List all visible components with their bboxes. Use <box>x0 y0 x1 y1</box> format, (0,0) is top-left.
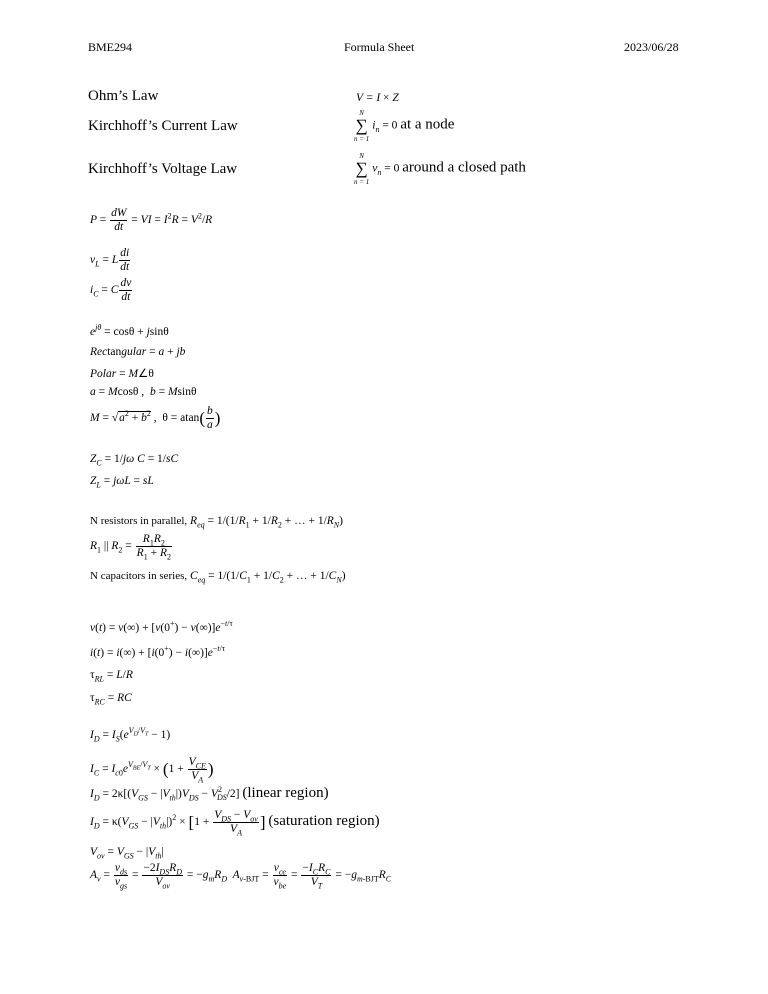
header-title: Formula Sheet <box>344 40 415 54</box>
formula-bjt-current: $I_C = I_{c0}e^{V_{BE}/V_T} \times (1$ + $\frac{V_{CE}}{V_A}$ ) <box>90 756 214 785</box>
formula-transient-current: $i(t) = i(\infty) + [i(0^+) - i(\infty)]e^{-t/\tau}$ <box>90 644 226 659</box>
formula-overdrive: $V_{ov} = V_{GS} - |V_{th}|$ <box>90 846 164 861</box>
law-ohm-formula: V = I × Z <box>356 92 399 104</box>
formula-diode-current: $I_D = I_S(e^{V_D/V_T} - 1)$ <box>90 726 171 744</box>
formula-inductor-voltage: $v_L = L$ $\frac{di}{dt}$ <box>90 247 130 273</box>
law-kcl-formula: N ∑ n = 1 $i_n = 0$ at a node <box>354 109 455 143</box>
law-kvl-note: around a closed path <box>402 159 526 176</box>
formula-resistors-parallel: N resistors in parallel, $R_{eq} = 1/(1/R_1 + 1/R_2$ + … + $1/R_N$) <box>90 515 343 530</box>
formula-mos-saturation: $I_D = \kappa(V_{GS} - |V_{th}|)^2 \times [1$ + $\frac{V_{DS} - V_{ov}}{V_A}$ ] (saturation region) <box>90 809 380 838</box>
formula-tau-rc: $\tau_{RC}$ = RC <box>90 692 132 707</box>
formula-polar: Polar = M∠θ <box>90 368 154 380</box>
law-kcl-label: Kirchhoff’s Current Law <box>88 118 238 134</box>
law-kvl-formula: N ∑ n = 1 $v_n = 0$ around a closed path <box>354 152 526 186</box>
formula-transient-voltage: $v(t) = v(\infty) + [v(0^+) - v(\infty)]e^{-t/\tau}$ <box>90 619 233 634</box>
formula-two-resistors-parallel: $R_1$ || $R_2$ = $\frac{R_1R_2}{R_1 + R_2}$ <box>90 533 171 562</box>
formula-capacitor-current: $i_C = C$ $\frac{dv}{dt}$ <box>90 277 132 303</box>
formula-mos-linear: $I_D = 2\kappa[(V_{GS} - |V_{th}|)V_{DS} - V^2_{DS}/2]$ (linear region) <box>90 785 329 803</box>
formula-components: a = Mcosθ , b = Msinθ <box>90 386 197 398</box>
formula-capacitors-series: N capacitors in series, $C_{eq} = 1/(1/C_1 + 1/C_2$ + … + $1/C_N$) <box>90 570 346 585</box>
formula-rectangular: Rectangular = a + jb <box>90 346 186 358</box>
mos-saturation-note: (saturation region) <box>268 813 380 830</box>
header-course: BME294 <box>88 40 133 54</box>
formula-voltage-gain: $A_v$ = $\frac{v_{ds}}{v_{gs}}$ = $\frac{-2I_{DS}R_D}{V_{ov}}$ = $-g_mR_D$ $A_{v-BJT}$ = $\frac{v_{ce}}{v_{be}}$ = $\frac{-I_CR_C}{V_T}$ = $-g_{m-BJT}R_C$ <box>90 862 392 891</box>
law-kvl-label: Kirchhoff’s Voltage Law <box>88 161 238 177</box>
mos-linear-note: (linear region) <box>242 785 329 801</box>
formula-power: P = $\frac{dW}{dt}$ = VI = $I^2R = V^2/R$ <box>90 207 213 233</box>
law-ohm-label: Ohm’s Law <box>88 88 159 104</box>
formula-magnitude-angle: $M = √a^2 + b^2$ , θ = atan( $\frac{b}{a}$ ) <box>90 405 221 431</box>
formula-tau-rl: $\tau_{RL} = L/R$ <box>90 669 133 684</box>
header-date: 2023/06/28 <box>624 40 679 54</box>
formula-euler: $e^{j\theta} = \cos\theta + jsin\theta$ <box>90 323 169 338</box>
law-kcl-note: at a node <box>400 116 455 133</box>
formula-impedance-inductor: $Z_L = j\omega L$ = sL <box>90 475 154 490</box>
formula-impedance-capacitor: $Z_C = 1/j\omega$ C = 1/sC <box>90 453 179 468</box>
